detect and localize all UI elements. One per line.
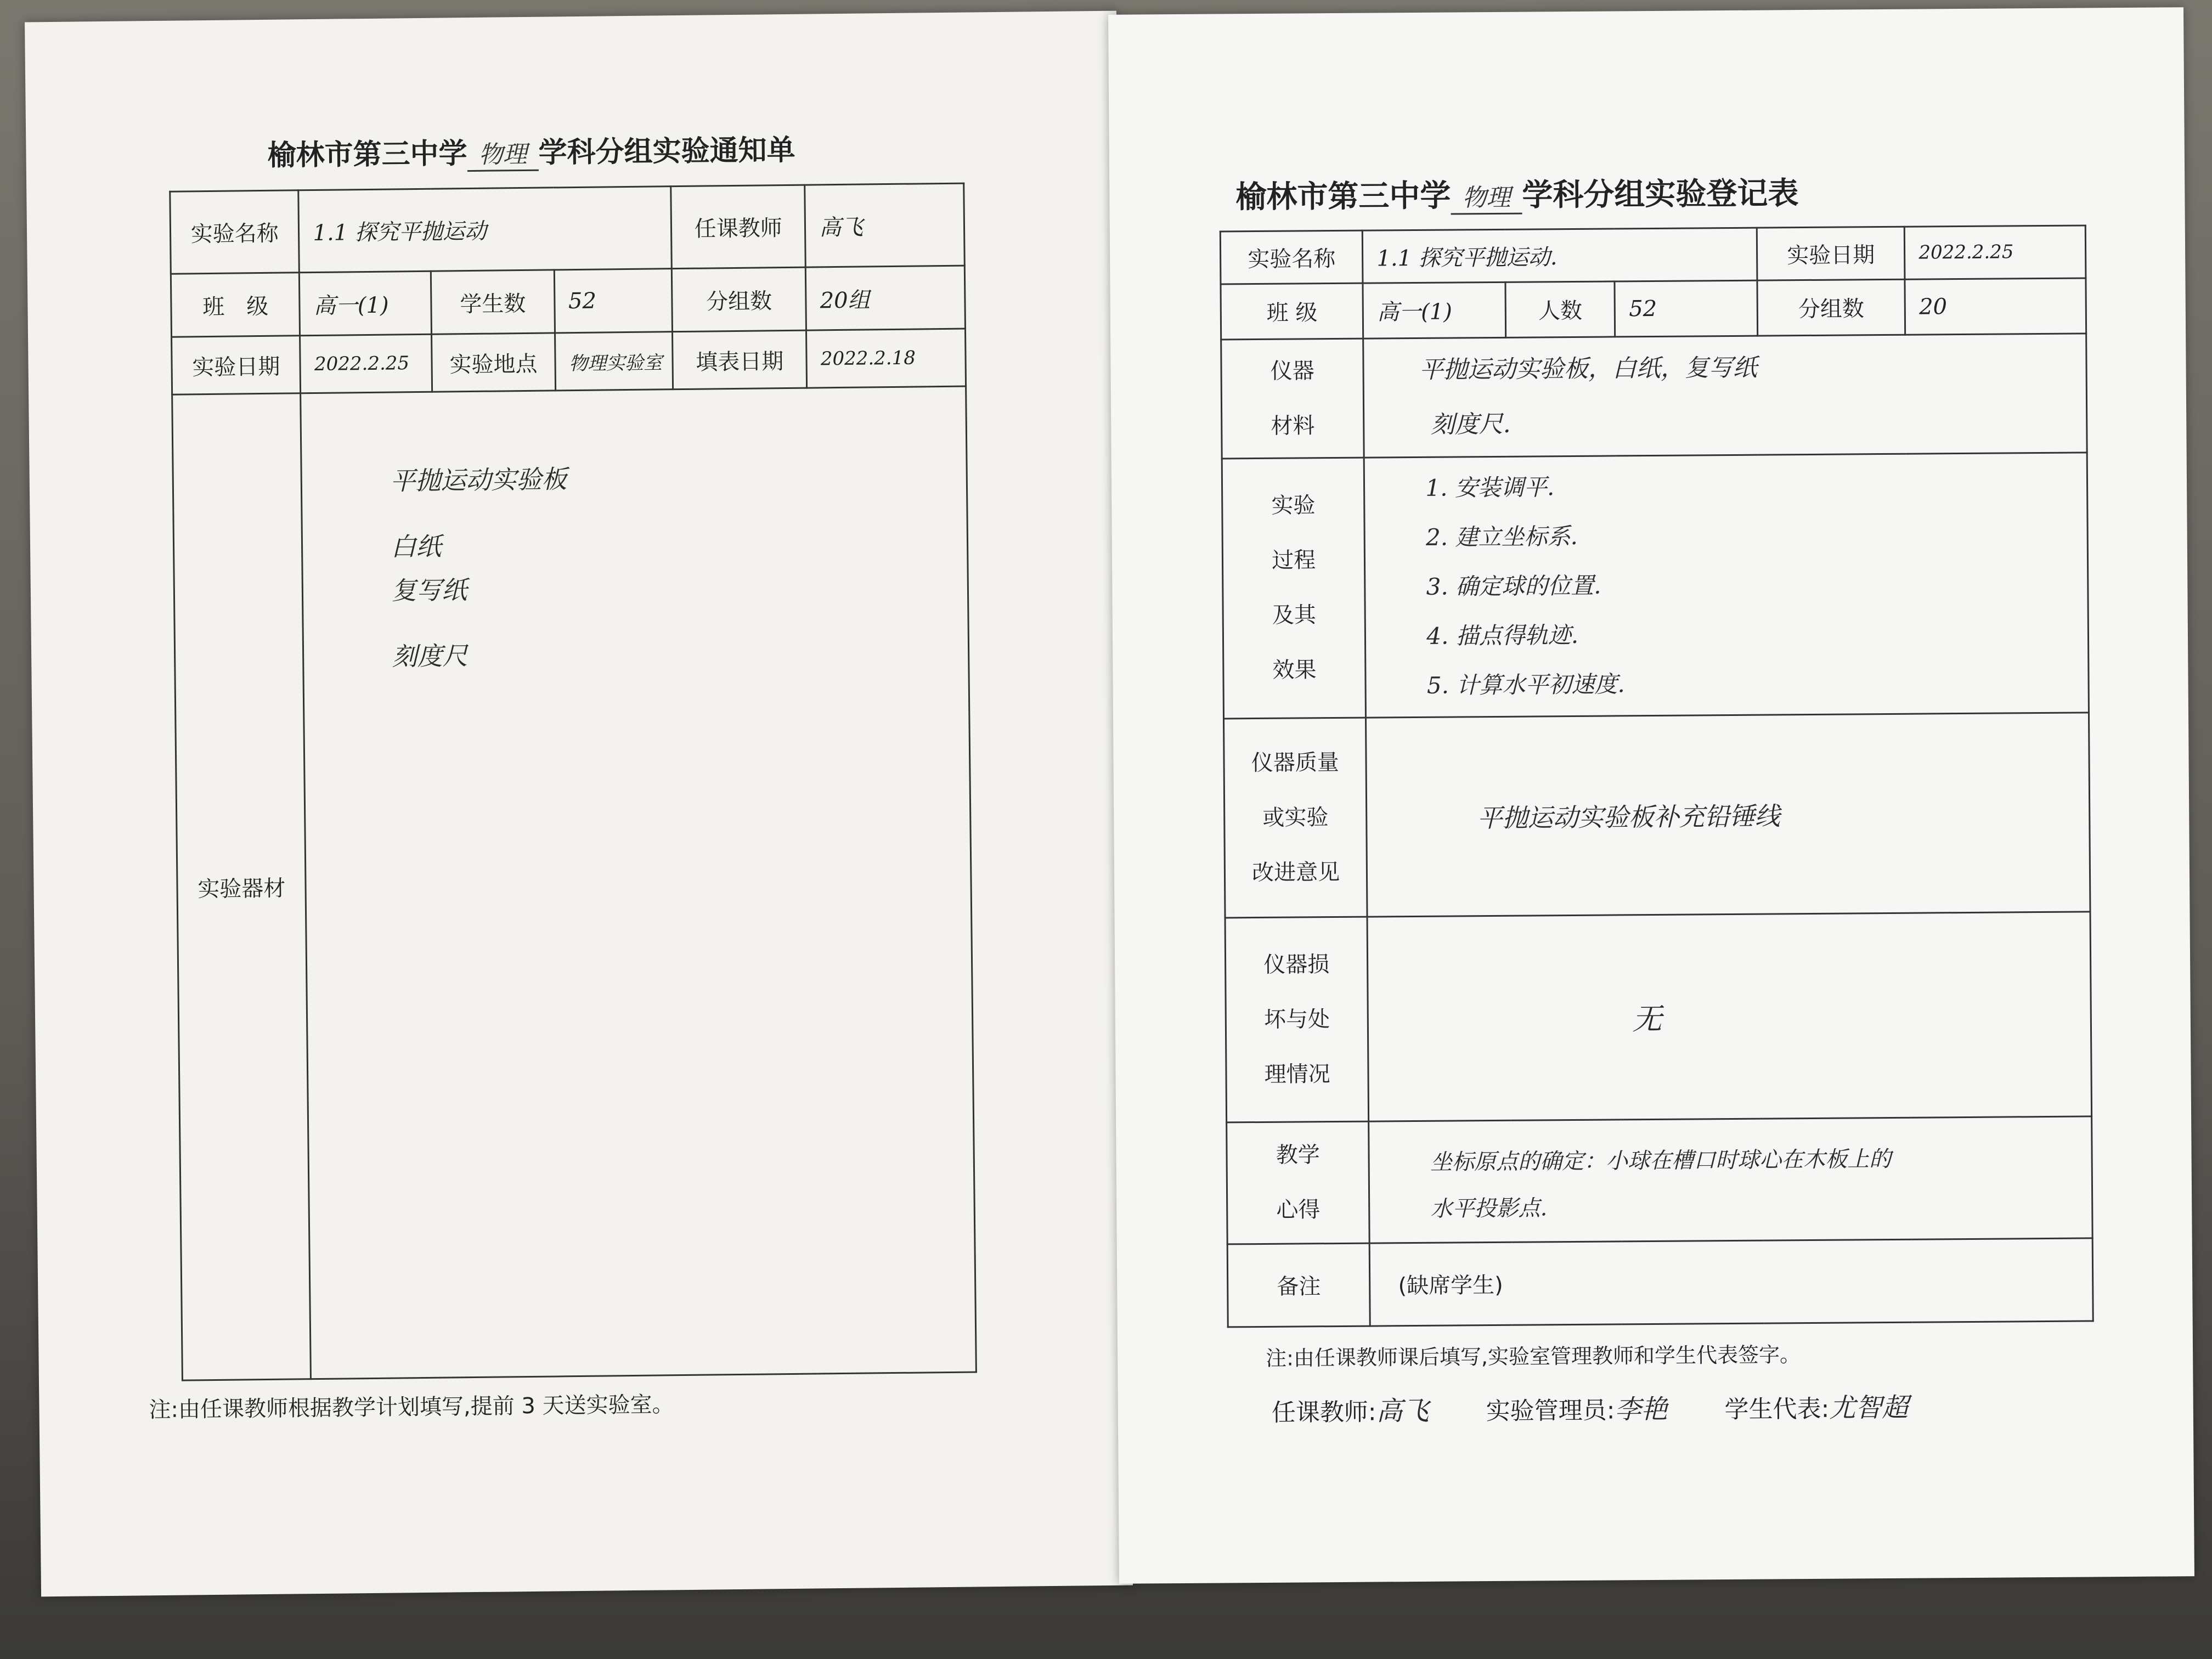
process-step: 5. 计算水平初速度. — [1426, 670, 1625, 699]
damage-cell — [1367, 912, 2091, 1121]
registration-table — [1220, 224, 2094, 1328]
notice-footnote: 注:由任课教师根据教学计划填写,提前 3 天送实验室。 — [149, 1392, 674, 1423]
label-class: 班 级 — [171, 273, 300, 337]
label-group-count: 分组数 — [1757, 279, 1905, 336]
title-prefix: 榆林市第三中学 — [267, 137, 467, 172]
teacher-signature: 高飞 — [1376, 1395, 1429, 1427]
student-sig-label: 学生代表: — [1724, 1395, 1830, 1424]
registration-title — [1235, 169, 1799, 217]
label-instruments — [1221, 338, 1364, 459]
instruments-line: 平抛运动实验板，白纸，复写纸 — [1419, 353, 1758, 384]
quality-text: 平抛运动实验板补充铅锤线 — [1477, 800, 1780, 833]
damage-text: 无 — [1632, 1002, 1662, 1037]
label-experiment-date: 实验日期 — [172, 336, 301, 394]
teaching-line: 水平投影点. — [1430, 1195, 1548, 1222]
label-fill-date: 填表日期 — [673, 330, 807, 390]
notice-sheet — [25, 11, 1133, 1597]
admin-signature: 李艳 — [1615, 1393, 1668, 1425]
process-cell — [1364, 452, 2089, 717]
label-line: 效果 — [1272, 657, 1317, 683]
label-line: 过程 — [1272, 548, 1316, 573]
label-line: 实验 — [1271, 493, 1316, 518]
label-line: 材料 — [1271, 413, 1315, 439]
title-prefix: 榆林市第三中学 — [1235, 178, 1451, 216]
label-line: 仪器 — [1270, 358, 1314, 384]
equipment-item: 刻度尺 — [392, 641, 468, 672]
process-step: 2. 建立坐标系. — [1425, 522, 1578, 551]
value-experiment-name: 1.1 探究平抛运动 — [298, 187, 672, 273]
label-line: 坏与处 — [1263, 1006, 1330, 1032]
value-fill-date: 2022.2.18 — [806, 329, 966, 388]
admin-sig-label: 实验管理员: — [1486, 1396, 1615, 1426]
label-experiment-name: 实验名称 — [170, 190, 300, 274]
label-equipment: 实验器材 — [172, 393, 311, 1380]
label-teacher: 任课教师 — [671, 185, 806, 269]
label-location: 实验地点 — [432, 333, 555, 392]
notice-title — [267, 127, 795, 174]
equipment-item: 平抛运动实验板 — [390, 464, 567, 496]
label-damage — [1225, 917, 1369, 1122]
label-line: 仪器损 — [1263, 951, 1330, 978]
student-signature: 尤智超 — [1829, 1392, 1909, 1424]
process-step: 4. 描点得轨迹. — [1426, 621, 1579, 650]
registration-footnote: 注:由任课教师课后填写,实验室管理教师和学生代表签字。 — [1265, 1342, 1801, 1370]
label-experiment-date: 实验日期 — [1757, 227, 1905, 280]
value-group-count: 20组 — [806, 266, 966, 330]
label-line: 或实验 — [1262, 804, 1329, 831]
label-line: 心得 — [1276, 1197, 1321, 1223]
teacher-sig-label: 任课教师: — [1271, 1398, 1376, 1427]
remarks-cell — [1370, 1238, 2094, 1327]
label-people: 人数 — [1505, 281, 1615, 337]
process-step: 1. 安装调平. — [1425, 473, 1555, 501]
notice-table — [169, 183, 977, 1381]
value-class: 高一(1) — [300, 271, 432, 336]
value-experiment-date: 2022.2.25 — [1905, 225, 2086, 279]
remarks-text: (缺席学生) — [1398, 1273, 1503, 1299]
subject-handwritten: 物理 — [1451, 178, 1522, 215]
title-suffix: 学科分组实验通知单 — [538, 133, 795, 170]
label-line: 改进意见 — [1251, 859, 1340, 885]
quality-cell — [1366, 712, 2090, 916]
value-class: 高一(1) — [1363, 282, 1505, 338]
value-student-count: 52 — [554, 269, 673, 333]
equipment-cell — [301, 386, 976, 1379]
label-student-count: 学生数 — [431, 270, 555, 334]
label-experiment-name: 实验名称 — [1220, 230, 1363, 284]
label-line: 教学 — [1276, 1142, 1320, 1169]
teaching-line: 坐标原点的确定：小球在槽口时球心在木板上的 — [1430, 1147, 1892, 1176]
value-people: 52 — [1615, 280, 1757, 337]
label-line: 理情况 — [1264, 1061, 1330, 1087]
value-experiment-date: 2022.2.25 — [300, 334, 432, 393]
value-experiment-name: 1.1 探究平抛运动. — [1363, 228, 1757, 283]
equipment-item: 复写纸 — [391, 575, 467, 606]
title-suffix: 学科分组实验登记表 — [1522, 176, 1799, 213]
value-location: 物理实验室 — [555, 332, 673, 391]
equipment-item: 白纸 — [391, 531, 442, 562]
label-class: 班 级 — [1221, 283, 1363, 340]
instruments-line: 刻度尺. — [1430, 410, 1511, 439]
value-teacher: 高飞 — [805, 183, 964, 267]
instruments-cell — [1363, 334, 2087, 458]
registration-sheet — [1108, 7, 2194, 1584]
label-line: 及其 — [1272, 602, 1317, 628]
label-quality — [1224, 718, 1368, 918]
label-process — [1222, 458, 1366, 719]
signature-row — [1272, 1386, 1958, 1429]
teaching-cell — [1369, 1116, 2092, 1243]
label-teaching — [1227, 1121, 1370, 1244]
label-line: 仪器质量 — [1251, 749, 1339, 776]
value-group-count: 20 — [1905, 278, 2086, 335]
subject-handwritten: 物理 — [467, 134, 539, 172]
label-remarks: 备注 — [1227, 1243, 1370, 1327]
process-step: 3. 确定球的位置. — [1426, 572, 1601, 600]
label-group-count: 分组数 — [672, 267, 806, 332]
